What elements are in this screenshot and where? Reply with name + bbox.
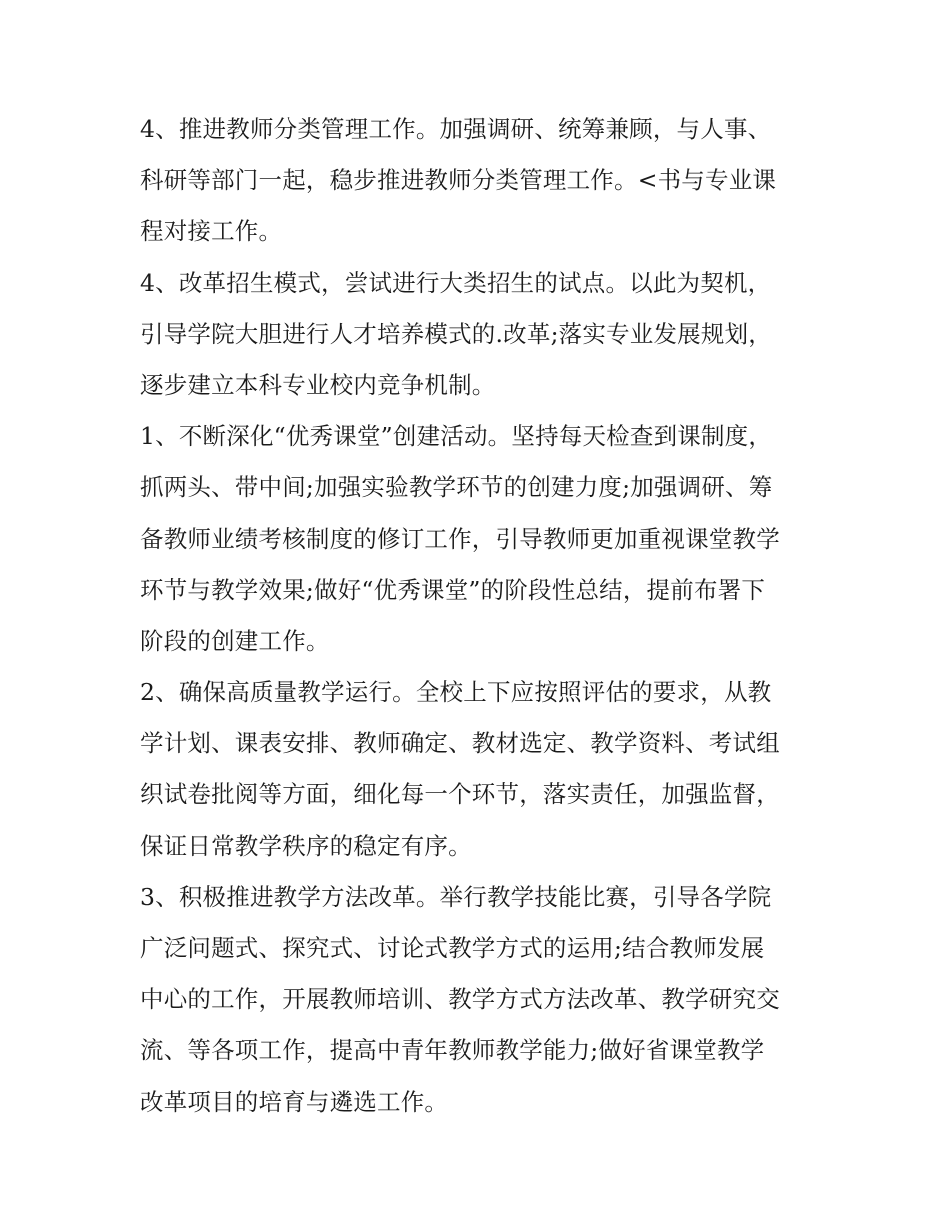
paragraph-teaching-quality bbox=[140, 667, 840, 872]
text-line: 3、积极推进教学方法改革。举行教学技能比赛，引导各学院 bbox=[140, 882, 772, 911]
text-line: 流、等各项工作，提高中青年教师教学能力;做好省课堂教学 bbox=[140, 1036, 765, 1065]
text-line: 学计划、课表安排、教师确定、教材选定、教学资料、考试组 bbox=[140, 729, 780, 758]
text-line: 备教师业绩考核制度的修订工作，引导教师更加重视课堂教学 bbox=[140, 524, 780, 553]
paragraph-teacher-classification bbox=[140, 104, 840, 258]
paragraph-teaching-method-reform bbox=[140, 872, 840, 1128]
text-line: 环节与教学效果;做好“优秀课堂”的阶段性总结，提前布署下 bbox=[140, 575, 766, 604]
text-line: 广泛问题式、探究式、讨论式教学方式的运用;结合教师发展 bbox=[140, 934, 765, 962]
text-line: 织试卷批阅等方面，细化每一个环节，落实责任，加强监督， bbox=[140, 780, 780, 809]
text-line: 引导学院大胆进行人才培养模式的.改革;落实专业发展规划， bbox=[140, 319, 772, 348]
text-line: 改革项目的培育与遴选工作。 bbox=[140, 1087, 449, 1116]
paragraph-excellent-classroom bbox=[140, 411, 840, 667]
text-line: 抓两头、带中间;加强实验教学环节的创建力度;加强调研、筹 bbox=[140, 473, 773, 502]
text-line: 4、改革招生模式，尝试进行大类招生的试点。以此为契机， bbox=[140, 268, 772, 297]
text-line: 程对接工作。 bbox=[140, 217, 283, 246]
text-line: 4、推进教师分类管理工作。加强调研、统筹兼顾，与人事、 bbox=[140, 115, 772, 143]
text-line: 科研等部门一起，稳步推进教师分类管理工作。<书与专业课 bbox=[140, 166, 777, 195]
text-line: 1、不断深化“优秀课堂”创建活动。坚持每天检查到课制度， bbox=[140, 422, 773, 451]
text-line: 保证日常教学秩序的稳定有序。 bbox=[140, 831, 472, 860]
text-line: 2、确保高质量教学运行。全校上下应按照评估的要求，从教 bbox=[140, 678, 772, 707]
text-line: 阶段的创建工作。 bbox=[140, 626, 330, 655]
text-line: 逐步建立本科专业校内竞争机制。 bbox=[140, 370, 496, 399]
paragraph-enrollment-reform bbox=[140, 258, 840, 412]
text-line: 中心的工作，开展教师培训、教学方式方法改革、教学研究交 bbox=[140, 985, 780, 1014]
document-body bbox=[140, 104, 840, 1128]
